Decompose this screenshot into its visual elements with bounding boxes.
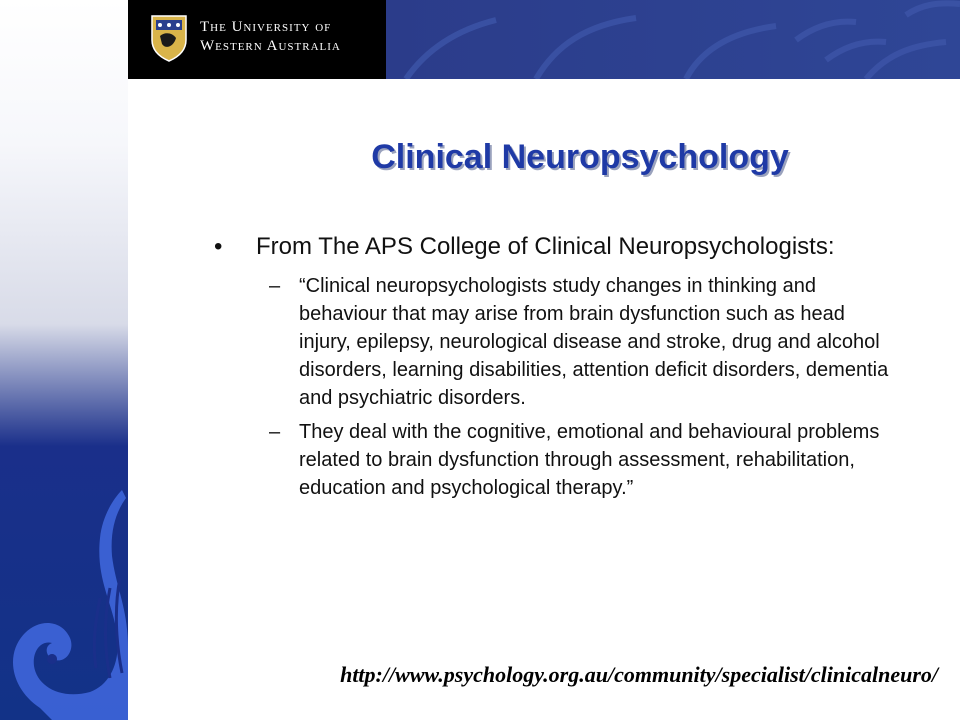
- feather-pattern-icon: [386, 0, 960, 79]
- slide-title: Clinical Neuropsychology: [371, 138, 789, 176]
- header-decoration: [386, 0, 960, 79]
- sub-item-text: “Clinical neuropsychologists study changes in thinking and behaviour that may arise from brain dysfunction such as head injury, epilepsy, neurological disease and stroke, drug and alcohol disorders, learning disabilities, attention deficit disorders, dementia and psychiatric disorders.: [299, 275, 889, 409]
- bullet-icon: •: [214, 233, 223, 260]
- university-name: [200, 18, 341, 56]
- sub-item: [269, 272, 894, 412]
- bullet-text: From The APS College of Clinical Neuropsychologists:: [256, 233, 835, 260]
- university-name-line1: The University of: [200, 19, 332, 35]
- bullet-item: [214, 230, 894, 264]
- swan-icon: [0, 478, 128, 720]
- slide-body: [214, 230, 894, 508]
- sub-item-text: They deal with the cognitive, emotional and behavioural problems related to brain dysfunction through assessment, rehabilitation, education and psychological therapy.”: [299, 421, 880, 499]
- sub-item: [269, 418, 894, 502]
- university-crest-icon: [150, 12, 188, 62]
- university-name-line2: Western Australia: [200, 38, 341, 54]
- source-url-link[interactable]: http://www.psychology.org.au/community/specialist/clinicalneuro/: [340, 662, 938, 687]
- sub-list: [214, 272, 894, 502]
- university-logo[interactable]: [128, 0, 386, 79]
- dash-icon: –: [269, 421, 281, 443]
- left-gradient-panel: [0, 0, 128, 720]
- dash-icon: –: [269, 275, 281, 297]
- header-band: [128, 0, 960, 79]
